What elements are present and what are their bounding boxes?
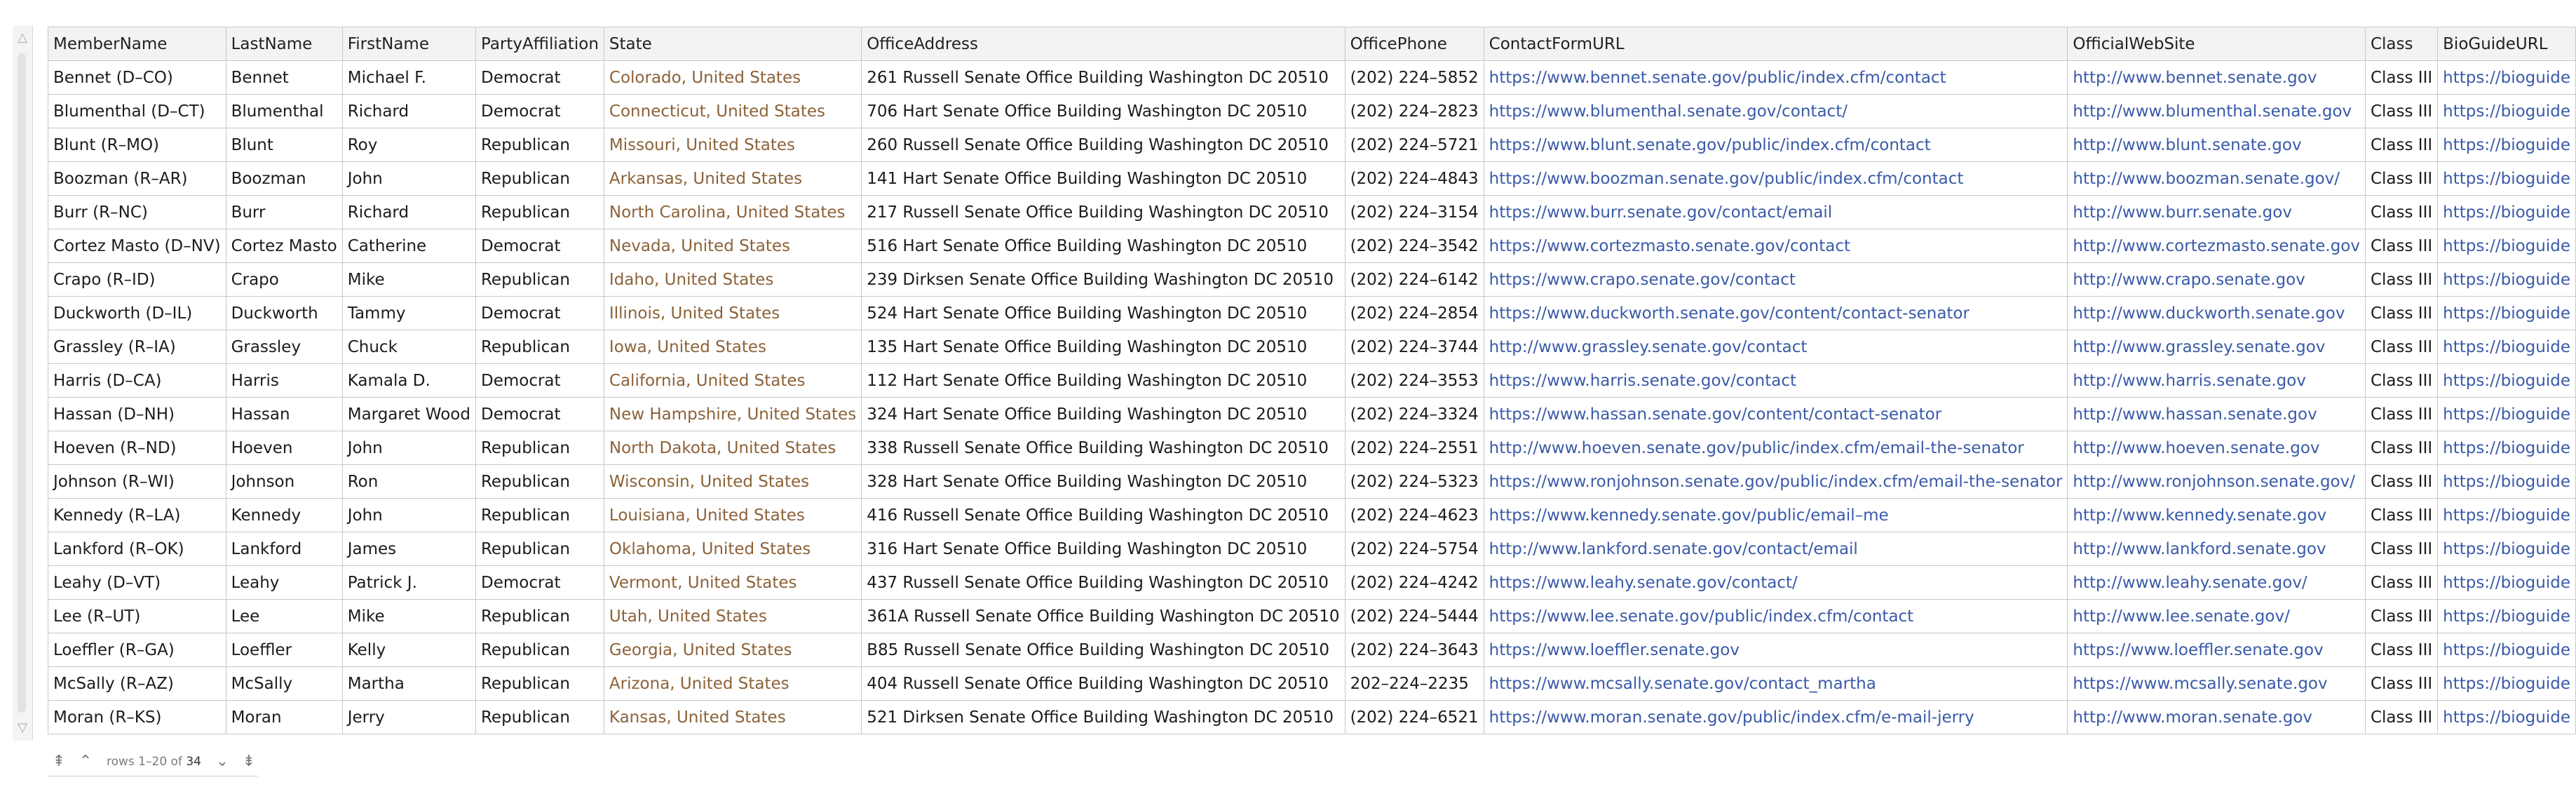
- cell-office-phone: (202) 224–4623: [1345, 499, 1484, 532]
- cell-office-phone: (202) 224–4843: [1345, 162, 1484, 196]
- cell-official-website[interactable]: http://www.blumenthal.senate.gov: [2068, 95, 2366, 128]
- cell-bioguide-url[interactable]: https://bioguide: [2438, 95, 2576, 128]
- vertical-scrollbar[interactable]: [13, 25, 33, 741]
- cell-last-name: Duckworth: [226, 297, 342, 330]
- cell-first-name: Ron: [342, 465, 475, 499]
- cell-first-name: John: [342, 162, 475, 196]
- cell-office-phone: (202) 224–5852: [1345, 61, 1484, 95]
- cell-last-name: Moran: [226, 701, 342, 734]
- cell-member-name: Hoeven (R–ND): [48, 431, 226, 465]
- cell-office-phone: (202) 224–6521: [1345, 701, 1484, 734]
- cell-last-name: Hassan: [226, 398, 342, 431]
- cell-official-website[interactable]: http://www.cortezmasto.senate.gov: [2068, 229, 2366, 263]
- cell-last-name: Loeffler: [226, 633, 342, 667]
- cell-office-phone: (202) 224–5444: [1345, 600, 1484, 633]
- cell-state: Missouri, United States: [604, 128, 861, 162]
- cell-office-address: 141 Hart Senate Office Building Washington DC 20510: [862, 162, 1345, 196]
- cell-senate-class: Class III: [2365, 398, 2437, 431]
- cell-last-name: Lankford: [226, 532, 342, 566]
- cell-first-name: Patrick J.: [342, 566, 475, 600]
- table-row[interactable]: [48, 667, 2576, 701]
- table-row[interactable]: [48, 465, 2576, 499]
- cell-senate-class: Class III: [2365, 330, 2437, 364]
- cell-senate-class: Class III: [2365, 532, 2437, 566]
- cell-state: Vermont, United States: [604, 566, 861, 600]
- table-row[interactable]: [48, 330, 2576, 364]
- cell-state: Wisconsin, United States: [604, 465, 861, 499]
- cell-senate-class: Class III: [2365, 499, 2437, 532]
- cell-state: California, United States: [604, 364, 861, 398]
- cell-first-name: Kamala D.: [342, 364, 475, 398]
- cell-office-phone: (202) 224–3154: [1345, 196, 1484, 229]
- cell-state: Arizona, United States: [604, 667, 861, 701]
- cell-office-phone: (202) 224–3324: [1345, 398, 1484, 431]
- table-row[interactable]: [48, 398, 2576, 431]
- cell-state: Colorado, United States: [604, 61, 861, 95]
- cell-first-name: Michael F.: [342, 61, 475, 95]
- cell-office-phone: (202) 224–4242: [1345, 566, 1484, 600]
- cell-official-website[interactable]: http://www.hoeven.senate.gov: [2068, 431, 2366, 465]
- cell-contact-form-url[interactable]: https://www.blumenthal.senate.gov/contact/: [1484, 95, 2068, 128]
- cell-party-affiliation: Democrat: [475, 61, 604, 95]
- table-row[interactable]: [48, 532, 2576, 566]
- column-header-office-address[interactable]: OfficeAddress: [862, 27, 1345, 61]
- data-table: [48, 27, 2576, 734]
- cell-office-address: 260 Russell Senate Office Building Washington DC 20510: [862, 128, 1345, 162]
- cell-state: North Dakota, United States: [604, 431, 861, 465]
- cell-member-name: Kennedy (R–LA): [48, 499, 226, 532]
- cell-official-website[interactable]: http://www.duckworth.senate.gov: [2068, 297, 2366, 330]
- cell-party-affiliation: Republican: [475, 701, 604, 734]
- cell-last-name: Bennet: [226, 61, 342, 95]
- column-header-last-name[interactable]: LastName: [226, 27, 342, 61]
- cell-bioguide-url[interactable]: https://bioguide: [2438, 162, 2576, 196]
- cell-official-website[interactable]: http://www.blunt.senate.gov: [2068, 128, 2366, 162]
- cell-state: Georgia, United States: [604, 633, 861, 667]
- cell-official-website[interactable]: http://www.crapo.senate.gov: [2068, 263, 2366, 297]
- cell-office-address: 324 Hart Senate Office Building Washington DC 20510: [862, 398, 1345, 431]
- cell-first-name: Kelly: [342, 633, 475, 667]
- row-range-prefix: rows 1–20 of: [107, 755, 182, 769]
- column-header-official-website[interactable]: OfficialWebSite: [2068, 27, 2366, 61]
- cell-official-website[interactable]: http://www.ronjohnson.senate.gov/: [2068, 465, 2366, 499]
- cell-contact-form-url[interactable]: http://www.lankford.senate.gov/contact/email: [1484, 532, 2068, 566]
- cell-member-name: Lankford (R–OK): [48, 532, 226, 566]
- cell-member-name: Moran (R–KS): [48, 701, 226, 734]
- cell-office-address: 521 Dirksen Senate Office Building Washington DC 20510: [862, 701, 1345, 734]
- table-row[interactable]: [48, 263, 2576, 297]
- cell-office-phone: (202) 224–3744: [1345, 330, 1484, 364]
- cell-party-affiliation: Democrat: [475, 229, 604, 263]
- cell-office-phone: (202) 224–2823: [1345, 95, 1484, 128]
- cell-senate-class: Class III: [2365, 364, 2437, 398]
- cell-official-website[interactable]: https://www.mcsally.senate.gov: [2068, 667, 2366, 701]
- cell-member-name: Leahy (D–VT): [48, 566, 226, 600]
- cell-official-website[interactable]: http://www.boozman.senate.gov/: [2068, 162, 2366, 196]
- cell-first-name: Tammy: [342, 297, 475, 330]
- cell-party-affiliation: Republican: [475, 431, 604, 465]
- cell-office-address: 516 Hart Senate Office Building Washington DC 20510: [862, 229, 1345, 263]
- cell-first-name: Richard: [342, 95, 475, 128]
- cell-senate-class: Class III: [2365, 600, 2437, 633]
- dataset-viewer: [13, 13, 2570, 801]
- cell-last-name: Johnson: [226, 465, 342, 499]
- cell-senate-class: Class III: [2365, 633, 2437, 667]
- cell-last-name: Boozman: [226, 162, 342, 196]
- cell-senate-class: Class III: [2365, 701, 2437, 734]
- cell-state: Arkansas, United States: [604, 162, 861, 196]
- cell-office-address: 361A Russell Senate Office Building Washington DC 20510: [862, 600, 1345, 633]
- cell-senate-class: Class III: [2365, 128, 2437, 162]
- cell-contact-form-url[interactable]: https://www.moran.senate.gov/public/index.cfm/e-mail-jerry: [1484, 701, 2068, 734]
- cell-party-affiliation: Democrat: [475, 364, 604, 398]
- cell-official-website[interactable]: http://www.hassan.senate.gov: [2068, 398, 2366, 431]
- cell-bioguide-url[interactable]: https://bioguide: [2438, 600, 2576, 633]
- cell-office-address: 328 Hart Senate Office Building Washington DC 20510: [862, 465, 1345, 499]
- cell-member-name: McSally (R–AZ): [48, 667, 226, 701]
- cell-official-website[interactable]: https://www.loeffler.senate.gov: [2068, 633, 2366, 667]
- cell-first-name: Catherine: [342, 229, 475, 263]
- cell-contact-form-url[interactable]: https://www.burr.senate.gov/contact/email: [1484, 196, 2068, 229]
- cell-senate-class: Class III: [2365, 162, 2437, 196]
- cell-office-phone: (202) 224–3542: [1345, 229, 1484, 263]
- cell-state: Idaho, United States: [604, 263, 861, 297]
- table-body: [48, 61, 2576, 734]
- cell-bioguide-url[interactable]: https://bioguide: [2438, 61, 2576, 95]
- cell-first-name: John: [342, 431, 475, 465]
- scroll-up-icon[interactable]: △: [18, 30, 27, 45]
- cell-senate-class: Class III: [2365, 95, 2437, 128]
- cell-last-name: Harris: [226, 364, 342, 398]
- cell-party-affiliation: Democrat: [475, 95, 604, 128]
- cell-first-name: Jerry: [342, 701, 475, 734]
- cell-bioguide-url[interactable]: https://bioguide: [2438, 398, 2576, 431]
- cell-state: New Hampshire, United States: [604, 398, 861, 431]
- cell-contact-form-url[interactable]: https://www.mcsally.senate.gov/contact_martha: [1484, 667, 2068, 701]
- cell-contact-form-url[interactable]: https://www.blunt.senate.gov/public/index.cfm/contact: [1484, 128, 2068, 162]
- cell-member-name: Burr (R–NC): [48, 196, 226, 229]
- cell-office-phone: 202–224–2235: [1345, 667, 1484, 701]
- cell-senate-class: Class III: [2365, 297, 2437, 330]
- cell-office-address: 524 Hart Senate Office Building Washington DC 20510: [862, 297, 1345, 330]
- cell-official-website[interactable]: http://www.harris.senate.gov: [2068, 364, 2366, 398]
- cell-contact-form-url[interactable]: https://www.leahy.senate.gov/contact/: [1484, 566, 2068, 600]
- cell-bioguide-url[interactable]: https://bioguide: [2438, 633, 2576, 667]
- table-row[interactable]: [48, 128, 2576, 162]
- cell-bioguide-url[interactable]: https://bioguide: [2438, 196, 2576, 229]
- column-header-office-phone[interactable]: OfficePhone: [1345, 27, 1484, 61]
- cell-last-name: Blumenthal: [226, 95, 342, 128]
- cell-office-phone: (202) 224–6142: [1345, 263, 1484, 297]
- cell-member-name: Duckworth (D–IL): [48, 297, 226, 330]
- cell-contact-form-url[interactable]: http://www.grassley.senate.gov/contact: [1484, 330, 2068, 364]
- cell-member-name: Bennet (D–CO): [48, 61, 226, 95]
- column-header-first-name[interactable]: FirstName: [342, 27, 475, 61]
- cell-contact-form-url[interactable]: https://www.boozman.senate.gov/public/index.cfm/contact: [1484, 162, 2068, 196]
- table-row[interactable]: [48, 162, 2576, 196]
- cell-last-name: McSally: [226, 667, 342, 701]
- cell-first-name: Mike: [342, 263, 475, 297]
- cell-office-address: 706 Hart Senate Office Building Washington DC 20510: [862, 95, 1345, 128]
- cell-office-address: 338 Russell Senate Office Building Washington DC 20510: [862, 431, 1345, 465]
- cell-contact-form-url[interactable]: http://www.hoeven.senate.gov/public/index.cfm/email-the-senator: [1484, 431, 2068, 465]
- cell-state: Oklahoma, United States: [604, 532, 861, 566]
- cell-office-address: 437 Russell Senate Office Building Washington DC 20510: [862, 566, 1345, 600]
- cell-party-affiliation: Republican: [475, 162, 604, 196]
- cell-party-affiliation: Republican: [475, 330, 604, 364]
- cell-state: Utah, United States: [604, 600, 861, 633]
- cell-first-name: Margaret Wood: [342, 398, 475, 431]
- table-row[interactable]: [48, 196, 2576, 229]
- cell-bioguide-url[interactable]: https://bioguide: [2438, 701, 2576, 734]
- previous-page-icon[interactable]: ⌃: [79, 753, 93, 770]
- cell-party-affiliation: Democrat: [475, 297, 604, 330]
- cell-office-address: 316 Hart Senate Office Building Washington DC 20510: [862, 532, 1345, 566]
- column-header-party-affiliation[interactable]: PartyAffiliation: [475, 27, 604, 61]
- cell-first-name: James: [342, 532, 475, 566]
- row-total-count: 34: [186, 755, 201, 769]
- cell-senate-class: Class III: [2365, 61, 2437, 95]
- cell-official-website[interactable]: http://www.bennet.senate.gov: [2068, 61, 2366, 95]
- cell-party-affiliation: Republican: [475, 667, 604, 701]
- cell-bioguide-url[interactable]: https://bioguide: [2438, 263, 2576, 297]
- cell-first-name: John: [342, 499, 475, 532]
- cell-contact-form-url[interactable]: https://www.kennedy.senate.gov/public/email–me: [1484, 499, 2068, 532]
- table-row[interactable]: [48, 95, 2576, 128]
- cell-bioguide-url[interactable]: https://bioguide: [2438, 128, 2576, 162]
- cell-senate-class: Class III: [2365, 465, 2437, 499]
- cell-bioguide-url[interactable]: https://bioguide: [2438, 499, 2576, 532]
- table-row[interactable]: [48, 600, 2576, 633]
- cell-office-address: 217 Russell Senate Office Building Washington DC 20510: [862, 196, 1345, 229]
- cell-member-name: Hassan (D–NH): [48, 398, 226, 431]
- cell-state: Iowa, United States: [604, 330, 861, 364]
- pagination-bar: [48, 748, 260, 776]
- cell-state: Louisiana, United States: [604, 499, 861, 532]
- cell-party-affiliation: Republican: [475, 465, 604, 499]
- cell-senate-class: Class III: [2365, 196, 2437, 229]
- cell-office-address: 239 Dirksen Senate Office Building Washington DC 20510: [862, 263, 1345, 297]
- cell-party-affiliation: Republican: [475, 196, 604, 229]
- table-row[interactable]: [48, 566, 2576, 600]
- cell-last-name: Hoeven: [226, 431, 342, 465]
- table-row[interactable]: [48, 229, 2576, 263]
- table-row[interactable]: [48, 297, 2576, 330]
- cell-first-name: Martha: [342, 667, 475, 701]
- cell-contact-form-url[interactable]: https://www.ronjohnson.senate.gov/public/index.cfm/email-the-senator: [1484, 465, 2068, 499]
- table-row[interactable]: [48, 364, 2576, 398]
- next-page-icon[interactable]: ⌄: [215, 753, 229, 770]
- cell-first-name: Roy: [342, 128, 475, 162]
- table-row[interactable]: [48, 701, 2576, 734]
- cell-office-address: 112 Hart Senate Office Building Washington DC 20510: [862, 364, 1345, 398]
- row-range-label: [101, 755, 207, 769]
- table-row[interactable]: [48, 431, 2576, 465]
- cell-office-address: 261 Russell Senate Office Building Washington DC 20510: [862, 61, 1345, 95]
- cell-last-name: Lee: [226, 600, 342, 633]
- cell-bioguide-url[interactable]: https://bioguide: [2438, 566, 2576, 600]
- cell-senate-class: Class III: [2365, 667, 2437, 701]
- cell-member-name: Grassley (R–IA): [48, 330, 226, 364]
- cell-official-website[interactable]: http://www.moran.senate.gov: [2068, 701, 2366, 734]
- cell-party-affiliation: Republican: [475, 633, 604, 667]
- cell-official-website[interactable]: http://www.kennedy.senate.gov: [2068, 499, 2366, 532]
- cell-state: North Carolina, United States: [604, 196, 861, 229]
- cell-party-affiliation: Republican: [475, 128, 604, 162]
- cell-bioguide-url[interactable]: https://bioguide: [2438, 532, 2576, 566]
- cell-contact-form-url[interactable]: https://www.cortezmasto.senate.gov/contact: [1484, 229, 2068, 263]
- cell-office-address: 404 Russell Senate Office Building Washington DC 20510: [862, 667, 1345, 701]
- cell-senate-class: Class III: [2365, 566, 2437, 600]
- cell-office-phone: (202) 224–3643: [1345, 633, 1484, 667]
- cell-party-affiliation: Republican: [475, 263, 604, 297]
- table-row[interactable]: [48, 61, 2576, 95]
- cell-member-name: Johnson (R–WI): [48, 465, 226, 499]
- cell-state: Nevada, United States: [604, 229, 861, 263]
- cell-first-name: Chuck: [342, 330, 475, 364]
- cell-contact-form-url[interactable]: https://www.hassan.senate.gov/content/contact-senator: [1484, 398, 2068, 431]
- cell-contact-form-url[interactable]: https://www.bennet.senate.gov/public/index.cfm/contact: [1484, 61, 2068, 95]
- column-header-contact-form-url[interactable]: ContactFormURL: [1484, 27, 2068, 61]
- cell-office-phone: (202) 224–2551: [1345, 431, 1484, 465]
- cell-contact-form-url[interactable]: https://www.duckworth.senate.gov/content/contact-senator: [1484, 297, 2068, 330]
- cell-office-phone: (202) 224–3553: [1345, 364, 1484, 398]
- table-row[interactable]: [48, 633, 2576, 667]
- cell-official-website[interactable]: http://www.grassley.senate.gov: [2068, 330, 2366, 364]
- cell-official-website[interactable]: http://www.burr.senate.gov: [2068, 196, 2366, 229]
- cell-bioguide-url[interactable]: https://bioguide: [2438, 330, 2576, 364]
- table-row[interactable]: [48, 499, 2576, 532]
- cell-member-name: Cortez Masto (D–NV): [48, 229, 226, 263]
- cell-official-website[interactable]: http://www.lankford.senate.gov: [2068, 532, 2366, 566]
- cell-bioguide-url[interactable]: https://bioguide: [2438, 297, 2576, 330]
- cell-member-name: Crapo (R–ID): [48, 263, 226, 297]
- cell-last-name: Cortez Masto: [226, 229, 342, 263]
- cell-bioguide-url[interactable]: https://bioguide: [2438, 364, 2576, 398]
- cell-office-address: 135 Hart Senate Office Building Washington DC 20510: [862, 330, 1345, 364]
- cell-member-name: Harris (D–CA): [48, 364, 226, 398]
- cell-party-affiliation: Republican: [475, 532, 604, 566]
- cell-senate-class: Class III: [2365, 431, 2437, 465]
- cell-bioguide-url[interactable]: https://bioguide: [2438, 667, 2576, 701]
- header-row: [48, 27, 2576, 61]
- cell-party-affiliation: Democrat: [475, 566, 604, 600]
- cell-state: Illinois, United States: [604, 297, 861, 330]
- cell-contact-form-url[interactable]: https://www.lee.senate.gov/public/index.cfm/contact: [1484, 600, 2068, 633]
- cell-last-name: Kennedy: [226, 499, 342, 532]
- cell-first-name: Mike: [342, 600, 475, 633]
- cell-bioguide-url[interactable]: https://bioguide: [2438, 229, 2576, 263]
- cell-member-name: Lee (R–UT): [48, 600, 226, 633]
- column-header-member-name[interactable]: MemberName: [48, 27, 226, 61]
- cell-senate-class: Class III: [2365, 263, 2437, 297]
- scroll-down-icon[interactable]: ▽: [18, 720, 27, 735]
- cell-last-name: Burr: [226, 196, 342, 229]
- cell-office-phone: (202) 224–5754: [1345, 532, 1484, 566]
- cell-state: Kansas, United States: [604, 701, 861, 734]
- cell-party-affiliation: Democrat: [475, 398, 604, 431]
- cell-contact-form-url[interactable]: https://www.harris.senate.gov/contact: [1484, 364, 2068, 398]
- cell-contact-form-url[interactable]: https://www.crapo.senate.gov/contact: [1484, 263, 2068, 297]
- cell-member-name: Blumenthal (D–CT): [48, 95, 226, 128]
- cell-office-address: 416 Russell Senate Office Building Washington DC 20510: [862, 499, 1345, 532]
- scrollbar-thumb[interactable]: [18, 53, 26, 713]
- cell-office-phone: (202) 224–2854: [1345, 297, 1484, 330]
- column-header-state[interactable]: State: [604, 27, 861, 61]
- cell-senate-class: Class III: [2365, 229, 2437, 263]
- cell-official-website[interactable]: http://www.leahy.senate.gov/: [2068, 566, 2366, 600]
- cell-member-name: Boozman (R–AR): [48, 162, 226, 196]
- cell-last-name: Grassley: [226, 330, 342, 364]
- cell-member-name: Loeffler (R–GA): [48, 633, 226, 667]
- cell-first-name: Richard: [342, 196, 475, 229]
- cell-office-phone: (202) 224–5721: [1345, 128, 1484, 162]
- cell-last-name: Blunt: [226, 128, 342, 162]
- first-page-icon[interactable]: ⇞: [52, 753, 66, 770]
- cell-party-affiliation: Republican: [475, 600, 604, 633]
- cell-office-phone: (202) 224–5323: [1345, 465, 1484, 499]
- cell-office-address: B85 Russell Senate Office Building Washington DC 20510: [862, 633, 1345, 667]
- cell-last-name: Crapo: [226, 263, 342, 297]
- cell-bioguide-url[interactable]: https://bioguide: [2438, 431, 2576, 465]
- cell-member-name: Blunt (R–MO): [48, 128, 226, 162]
- cell-official-website[interactable]: http://www.lee.senate.gov/: [2068, 600, 2366, 633]
- cell-last-name: Leahy: [226, 566, 342, 600]
- cell-party-affiliation: Republican: [475, 499, 604, 532]
- column-header-bioguide-url[interactable]: BioGuideURL: [2438, 27, 2576, 61]
- column-header-senate-class[interactable]: Class: [2365, 27, 2437, 61]
- cell-contact-form-url[interactable]: https://www.loeffler.senate.gov: [1484, 633, 2068, 667]
- cell-state: Connecticut, United States: [604, 95, 861, 128]
- cell-bioguide-url[interactable]: https://bioguide: [2438, 465, 2576, 499]
- last-page-icon[interactable]: ⇟: [242, 753, 256, 770]
